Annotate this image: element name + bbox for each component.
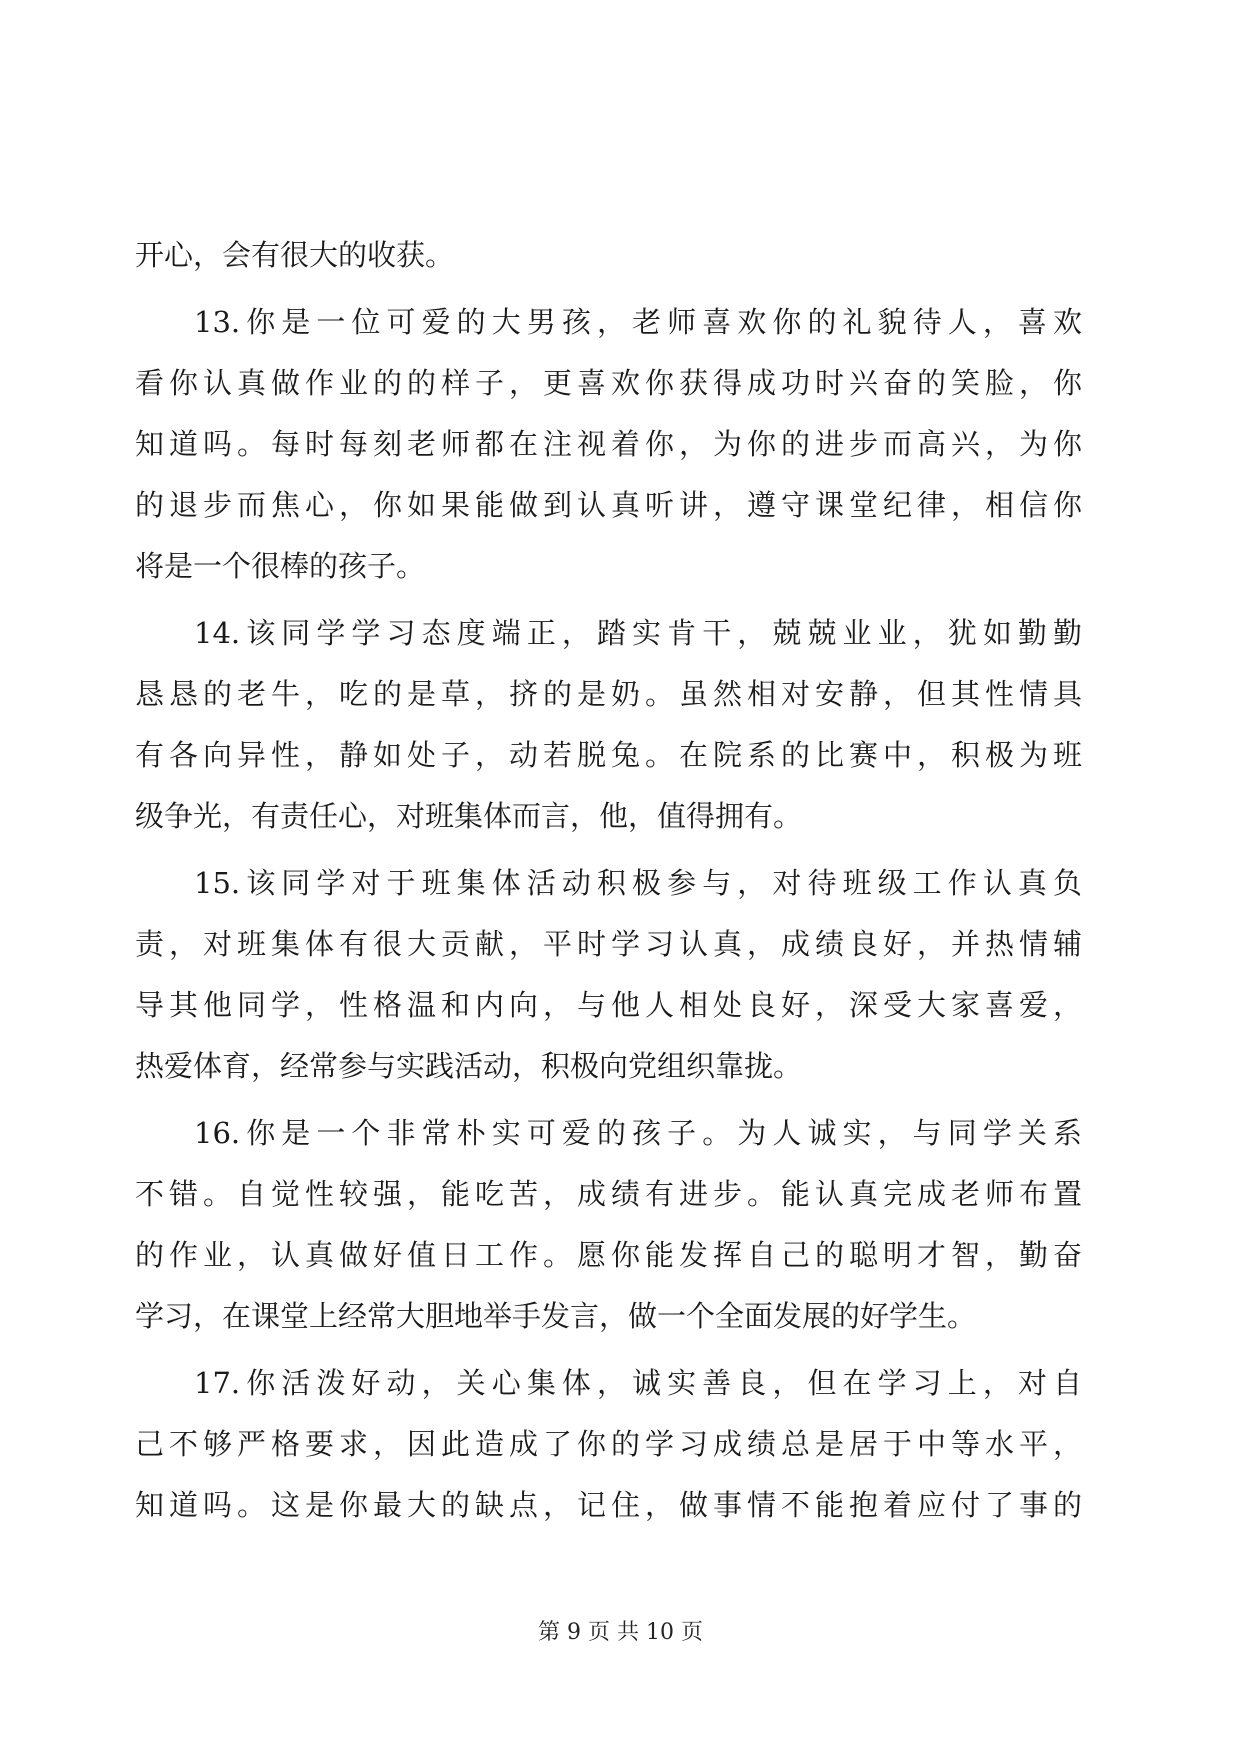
text-line: 学习，在课堂上经常大胆地举手发言，做一个全面发展的好学生。 xyxy=(135,1299,977,1333)
text-line: 有各向异性，静如处子，动若脱兔。在院系的比赛中，积极为班 xyxy=(135,738,1082,772)
paragraph-14 xyxy=(135,603,1082,847)
text-line: 责，对班集体有很大贡献，平时学习认真，成绩良好，并热情辅 xyxy=(135,927,1082,961)
text-line: 己不够严格要求，因此造成了你的学习成绩总是居于中等水平， xyxy=(135,1427,1082,1461)
page-number-label: 第 9 页 共 10 页 xyxy=(538,1620,703,1645)
text-line: 热爱体育，经常参与实践活动，积极向党组织靠拢。 xyxy=(135,1049,803,1083)
text-line: 不错。自觉性较强，能吃苦，成绩有进步。能认真完成老师布置 xyxy=(135,1177,1082,1211)
text-line: 17.你活泼好动，关心集体，诚实善良，但在学习上，对自 xyxy=(194,1366,1082,1400)
text-line: 开心，会有很大的收获。 xyxy=(135,238,455,272)
paragraph-15 xyxy=(135,853,1082,1097)
paragraph-17 xyxy=(135,1353,1082,1536)
text-line: 16.你是一个非常朴实可爱的孩子。为人诚实，与同学关系 xyxy=(194,1116,1082,1150)
page-footer xyxy=(0,1618,1241,1648)
text-line: 15.该同学对于班集体活动积极参与，对待班级工作认真负 xyxy=(194,866,1082,900)
text-line: 看你认真做作业的的样子，更喜欢你获得成功时兴奋的笑脸，你 xyxy=(135,366,1082,400)
paragraph-13 xyxy=(135,292,1082,597)
text-line: 14.该同学学习态度端正，踏实肯干，兢兢业业，犹如勤勤 xyxy=(194,616,1082,650)
text-line: 导其他同学，性格温和内向，与他人相处良好，深受大家喜爱， xyxy=(135,988,1082,1022)
paragraph-12-continuation xyxy=(135,225,1082,286)
text-line: 将是一个很棒的孩子。 xyxy=(135,549,426,583)
text-line: 知道吗。每时每刻老师都在注视着你，为你的进步而高兴，为你 xyxy=(135,427,1082,461)
text-line: 知道吗。这是你最大的缺点，记住，做事情不能抱着应付了事的 xyxy=(135,1488,1082,1522)
text-line: 恳恳的老牛，吃的是草，挤的是奶。虽然相对安静，但其性情具 xyxy=(135,677,1082,711)
text-line: 的作业，认真做好值日工作。愿你能发挥自己的聪明才智，勤奋 xyxy=(135,1238,1082,1272)
text-line: 13.你是一位可爱的大男孩，老师喜欢你的礼貌待人，喜欢 xyxy=(194,305,1082,339)
paragraph-16 xyxy=(135,1103,1082,1347)
document-body xyxy=(135,225,1082,1536)
text-line: 的退步而焦心，你如果能做到认真听讲，遵守课堂纪律，相信你 xyxy=(135,488,1082,522)
text-line: 级争光，有责任心，对班集体而言，他，值得拥有。 xyxy=(135,799,803,833)
